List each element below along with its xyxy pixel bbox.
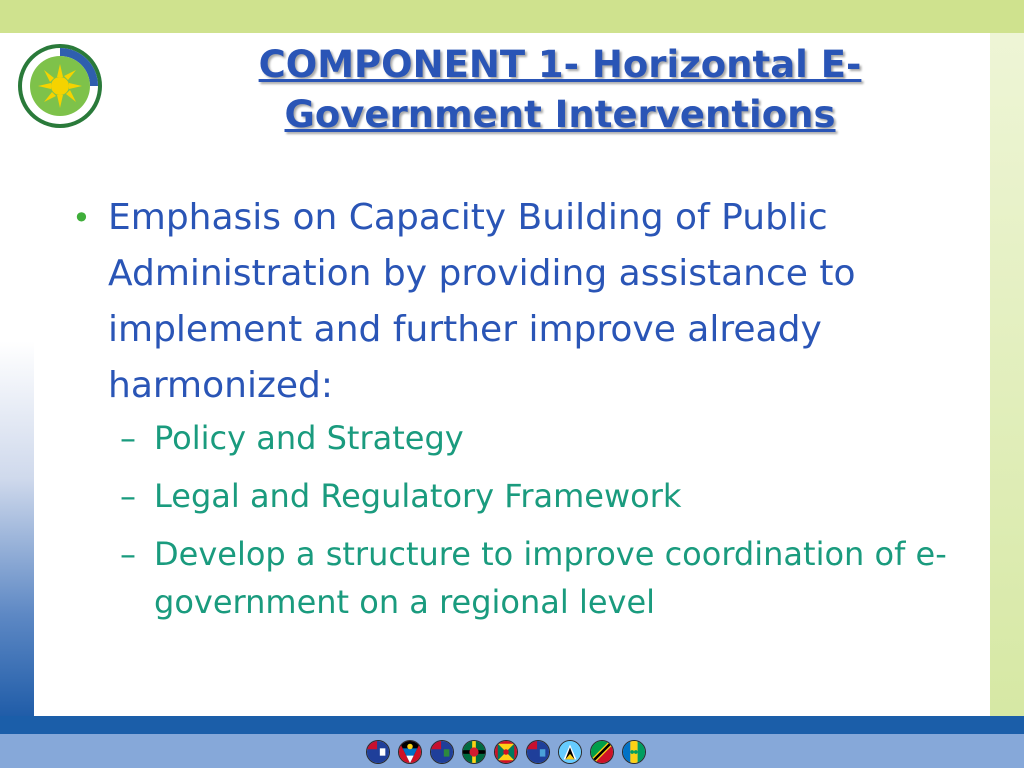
flag-saint-lucia-icon — [558, 740, 582, 764]
sub-bullet-text: Legal and Regulatory Framework — [154, 477, 682, 515]
flag-grenada-icon — [494, 740, 518, 764]
flag-dominica-icon — [462, 740, 486, 764]
flag-antigua-icon — [398, 740, 422, 764]
flag-st-kitts-icon — [590, 740, 614, 764]
sub-bullet-text: Develop a structure to improve coordination of e-government on a regional level — [154, 535, 947, 621]
main-bullet-text: Emphasis on Capacity Building of Public Administration by providing assistance to implement and further improve already harmonized: — [108, 197, 856, 406]
top-band — [0, 0, 1024, 33]
dash-marker: – — [120, 419, 136, 457]
dash-marker: – — [120, 477, 136, 515]
flag-bvi-icon — [430, 740, 454, 764]
flag-montserrat-icon — [526, 740, 550, 764]
oecs-logo-icon — [16, 42, 104, 130]
sub-bullet-item — [120, 472, 980, 520]
flag-anguilla-icon — [366, 740, 390, 764]
slide-title: COMPONENT 1- Horizontal E-Government Interventions — [258, 43, 862, 136]
bottom-band — [0, 716, 1024, 734]
flag-st-vincent-icon — [622, 740, 646, 764]
dash-marker: – — [120, 535, 136, 573]
bullet-marker: • — [72, 199, 91, 237]
sub-bullet-text: Policy and Strategy — [154, 419, 464, 457]
sub-bullet-item — [120, 414, 980, 462]
right-band — [990, 33, 1024, 718]
sub-bullet-list — [120, 414, 980, 636]
sub-bullet-item — [120, 530, 980, 626]
left-band — [0, 33, 34, 718]
member-flags — [366, 740, 646, 764]
main-bullet — [72, 190, 972, 414]
